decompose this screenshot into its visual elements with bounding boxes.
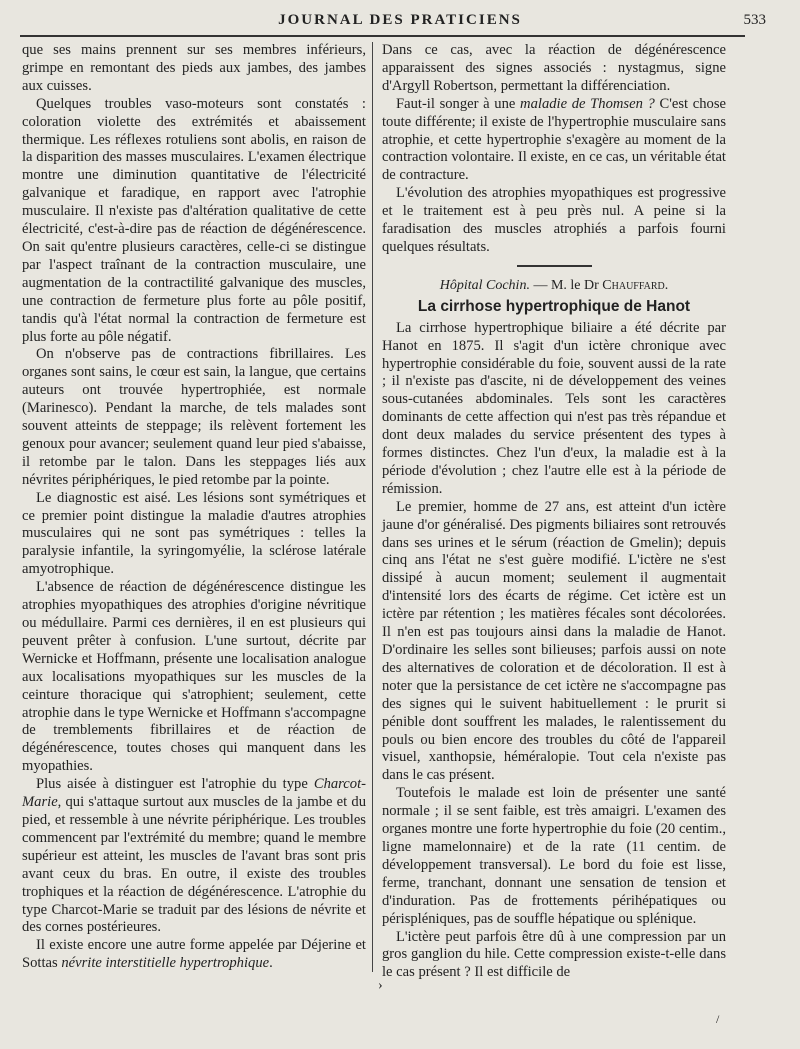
paragraph: Quelques troubles vaso-moteurs sont constatés : coloration violette des extrémités et abaissement thermique. Les réflexes rotuliens sont abolis, en raison de la disparition des masses musculaires. L'examen électrique montre une diminution quantitative de l'électricité galvanique et faradique, en rapport avec l'atrophie musculaire. Il n'existe pas d'altération qualitative de cette électricité, c'est-à-dire pas de réaction de dégénérescence. On sait qu'entre plusieurs caractères, celle-ci se distingue par l'aspect traînant de la contraction musculaire, une augmentation de la contractilité galvanique des muscles, une contraction de fermeture plus forte au pôle positif, tandis qu'à l'état normal la contraction de fermeture est plus forte au pôle négatif.	[22, 95, 366, 345]
left-column	[22, 42, 366, 973]
paragraph: L'ictère peut parfois être dû à une compression par un gros ganglion du hile. Cette compression existe-t-elle dans le cas présent ? Il est difficile de	[382, 928, 726, 981]
right-column	[382, 42, 726, 982]
text-run: Plus aisée à distinguer est l'atrophie du type	[36, 776, 314, 793]
paragraph: L'absence de réaction de dégénérescence distingue les atrophies myopathiques des atrophies d'origine névritique ou médullaire. Parmi ces dernières, il en est plusieurs qui peuvent prêter à confusion. L'une surtout, décrite par Wernicke et Hoffmann, présente une localisation analogue aux localisations myopathiques sur les muscles de la ceinture thoracique qui s'atrophient; seulement, cette atrophie dans le type Wernicke et Hoffmann s'accompagne de tremblements fibrillaires et de réaction de dégénérescence, toutes choses qui manquent dans les myopathies.	[22, 579, 366, 775]
text-run: Il existe encore une autre forme appelée par Déjerine et Sottas	[22, 937, 366, 972]
text-run: , qui s'attaque surtout aux muscles de la jambe et du pied, et ressemble à une névrite périphérique. Les troubles commencent par l'extrémité du membre; quand le membre supérieur est atteint, les muscles de l'avant bras sont pris avant ceux du bras. En outre, il existe des troubles trophiques et la réaction de dégénérescence. L'atrophie du type Charcot-Marie se traduit par des lésions de névrite et des cornes postérieures.	[22, 794, 366, 936]
article-title: La cirrhose hypertrophique de Hanot	[417, 297, 691, 315]
italic-term: névrite interstitielle hypertrophique	[61, 955, 270, 972]
paragraph: On n'observe pas de contractions fibrillaires. Les organes sont sains, le cœur est sain, la langue, que certains auteurs ont trouvée hypertrophiée, est normale (Marinesco). Pendant la marche, de tels malades sont souvent atteints de steppage; ils relèvent fortement les genoux pour avancer; seulement quand leur pied s'abaisse, il retombe par le talon. Dans les steppages liés aux névrites périphériques, le pied retombe par la pointe.	[22, 346, 366, 488]
header-rule	[20, 35, 745, 37]
paragraph: La cirrhose hypertrophique biliaire a été décrite par Hanot en 1875. Il s'agit d'un ictère chronique avec hypertrophie considérable du foie, souvent aussi de la rate ; il n'existe pas d'ascite, ni de développement des veines sous-cutanées abdominales. Tels sont les caractères dominants de cette affection qui n'est pas très répandue et dont deux malades du service présentent des types à formes distinctes. Chez l'un d'eux, la maladie est à la période d'évolution ; chez l'autre elle est à la période de rémission.	[382, 319, 726, 497]
paragraph	[22, 776, 366, 937]
print-mark: /	[716, 1012, 720, 1026]
page-header	[20, 8, 780, 36]
section-rule	[517, 265, 592, 267]
print-mark: ›	[378, 978, 383, 993]
text-run: C'est chose toute différente; il existe de l'hypertrophie musculaire sans atrophie, et cette hypertrophie s'exagère au moment de la contraction volontaire. Il existe, en ce cas, un véritable état de contracture.	[382, 95, 726, 184]
text-run: Faut-il songer à une	[396, 95, 521, 112]
paragraph: Dans ce cas, avec la réaction de dégénérescence apparaissent des signes associés : nystagmus, signe d'Argyll Robertson, permettant la différenciation.	[382, 42, 726, 94]
article-byline	[382, 277, 726, 295]
text-run: .	[269, 955, 273, 972]
paragraph: Le diagnostic est aisé. Les lésions sont symétriques et ce premier point distingue la maladie d'autres atrophies musculaires qui ne sont pas symétriques : telles la paralysie infantile, la syringomyélie, la sclérose latérale amyotrophique.	[22, 489, 366, 578]
paragraph: Le premier, homme de 27 ans, est atteint d'un ictère jaune d'or généralisé. Des pigments biliaires sont retrouvés dans ses urines et le sérum (réaction de Gmelin); depuis cinq ans l'état ne s'est guère modifié. L'ictère ne s'est dissipé à aucun moment; seulement il augmentait d'intensité lors des écarts de régime. Cet ictère est un ictère par rétention ; les matières fécales sont décolorées. Il n'en est pas toujours ainsi dans la maladie de Hanot. D'ordinaire les selles sont bilieuses; parfois aussi on note des alternatives de coloration et de décoloration. Il est à noter que la persistance de cet ictère ne s'accompagne pas des signes qui le suivent habituellement : le prurit si pénible dont souffrent les malades, le ralentissement du pouls ou bien encore des troubles du côté de l'appareil visuel, xanthopsie, héméralopie. Tout cela n'existe pas dans le cas présent.	[382, 498, 726, 784]
paragraph: L'évolution des atrophies myopathiques est progressive et le traitement est à peu près nul. A peine si la faradisation des muscles atrophiés a parfois fourni quelques résultats.	[382, 185, 726, 255]
paragraph	[382, 96, 726, 186]
paragraph: que ses mains prennent sur ses membres inférieurs, grimpe en remontant des pieds aux jambes, des jambes aux cuisses.	[22, 42, 366, 94]
journal-title: JOURNAL DES PRATICIENS	[278, 12, 522, 28]
italic-term: maladie de Thomsen ?	[520, 95, 655, 112]
page-number: 533	[743, 12, 766, 28]
italic-term: Charcot-Marie	[22, 776, 366, 811]
doctor-name: Chauffard.	[602, 277, 669, 293]
byline-prefix: — M. le Dr	[529, 277, 603, 293]
column-divider	[372, 42, 373, 972]
paragraph: Toutefois le malade est loin de présenter une santé normale ; il se sent faible, est très amaigri. L'examen des organes montre une forte hypertrophie du foie (20 centim., ligne mamelonnaire) et de la rate (11 centim. de développement transversal). Le bord du foie est lisse, ferme, tranchant, donnant une sensation de tension et d'induration. Pas de frottements périhépatiques ou périspléniques, pas de souffle hépatique ou splénique.	[382, 785, 726, 927]
paragraph	[22, 937, 366, 973]
hospital-name: Hôpital Cochin.	[439, 277, 530, 293]
